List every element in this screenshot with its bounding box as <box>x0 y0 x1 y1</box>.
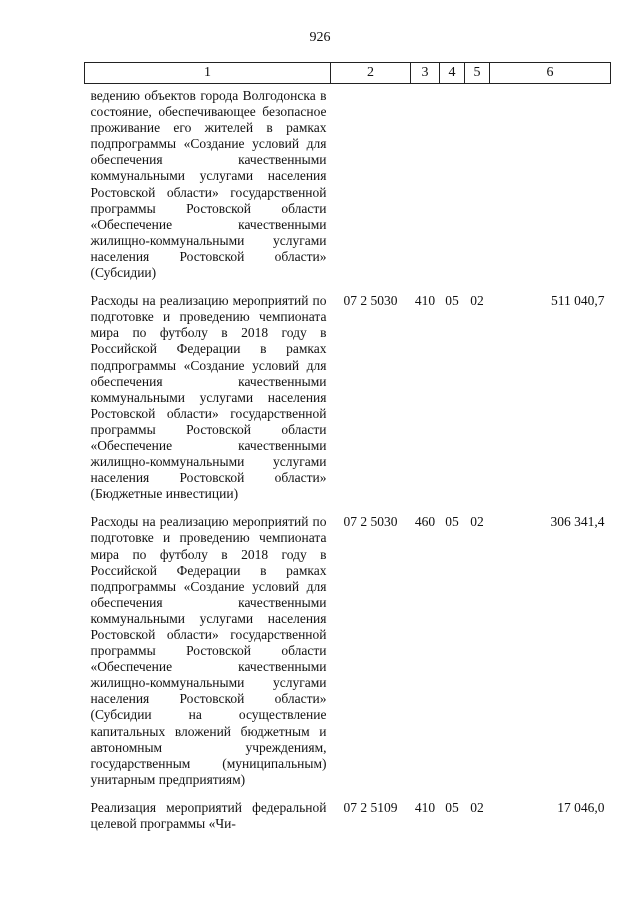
table-row <box>85 289 611 510</box>
column-header: 6 <box>490 63 611 84</box>
row-subsection: 02 <box>470 293 484 309</box>
row-target-article <box>331 84 411 290</box>
row-target-article: 07 2 5030 <box>343 293 398 309</box>
budget-table <box>84 62 611 832</box>
row-expense-type: 410 <box>414 799 436 815</box>
row-description: ведению объектов города Волгодонска в состояние, обеспечивающее безопасное проживание его жителей в рамках подпрограммы «Создание условий для обеспечения качественными коммунальными услугами населения Ростовской области» государственной программы Ростовской области «Обеспечение качественными жилищно-коммунальными услугами населения Ростовской области» (Субсидии) <box>90 88 327 281</box>
row-target-article: 07 2 5030 <box>343 514 398 530</box>
row-expense-type <box>411 84 440 290</box>
row-subsection <box>465 84 490 290</box>
table-row <box>85 510 611 796</box>
row-description: Расходы на реализацию мероприятий по подготовке и проведению чемпионата мира по футболу в 2018 году в Российской Федерации в рамках подпрограммы «Создание условий для обеспечения качественными коммунальными услугами населения Ростовской области» государственной программы Ростовской области «Обеспечение качественными жилищно-коммунальными услугами населения Ростовской области» (Бюджетные инвестиции) <box>90 293 327 502</box>
table-row <box>85 796 611 832</box>
row-amount <box>490 84 611 290</box>
row-amount: 511 040,7 <box>551 293 605 309</box>
table-row <box>85 84 611 290</box>
column-header: 5 <box>465 63 490 84</box>
row-expense-type: 410 <box>414 293 436 309</box>
page-number: 926 <box>309 30 331 45</box>
row-section: 05 <box>445 514 459 530</box>
row-section <box>440 84 465 290</box>
row-target-article: 07 2 5109 <box>343 799 398 815</box>
row-subsection: 02 <box>470 514 484 530</box>
column-header: 1 <box>85 63 331 84</box>
row-section: 05 <box>445 799 459 815</box>
row-amount: 17 046,0 <box>557 799 605 815</box>
column-header: 3 <box>411 63 440 84</box>
row-description: Расходы на реализацию мероприятий по подготовке и проведению чемпионата мира по футболу в 2018 году в Российской Федерации в рамках подпрограммы «Создание условий для обеспечения качественными коммунальными услугами населения Ростовской области» государственной программы Ростовской области «Обеспечение качественными жилищно-коммунальными услугами населения Ростовской области» (Субсидии на осуществление капитальных вложений бюджетным и автономным учреждениям, государственным (муниципальным) унитарным предприятиям) <box>90 514 327 787</box>
row-description: Реализация мероприятий федеральной целевой программы «Чи- <box>90 799 327 832</box>
row-subsection: 02 <box>470 799 484 815</box>
table-header-row <box>85 63 611 84</box>
row-section: 05 <box>445 293 459 309</box>
row-expense-type: 460 <box>414 514 436 530</box>
column-header: 2 <box>331 63 411 84</box>
row-amount: 306 341,4 <box>550 514 605 530</box>
column-header: 4 <box>440 63 465 84</box>
